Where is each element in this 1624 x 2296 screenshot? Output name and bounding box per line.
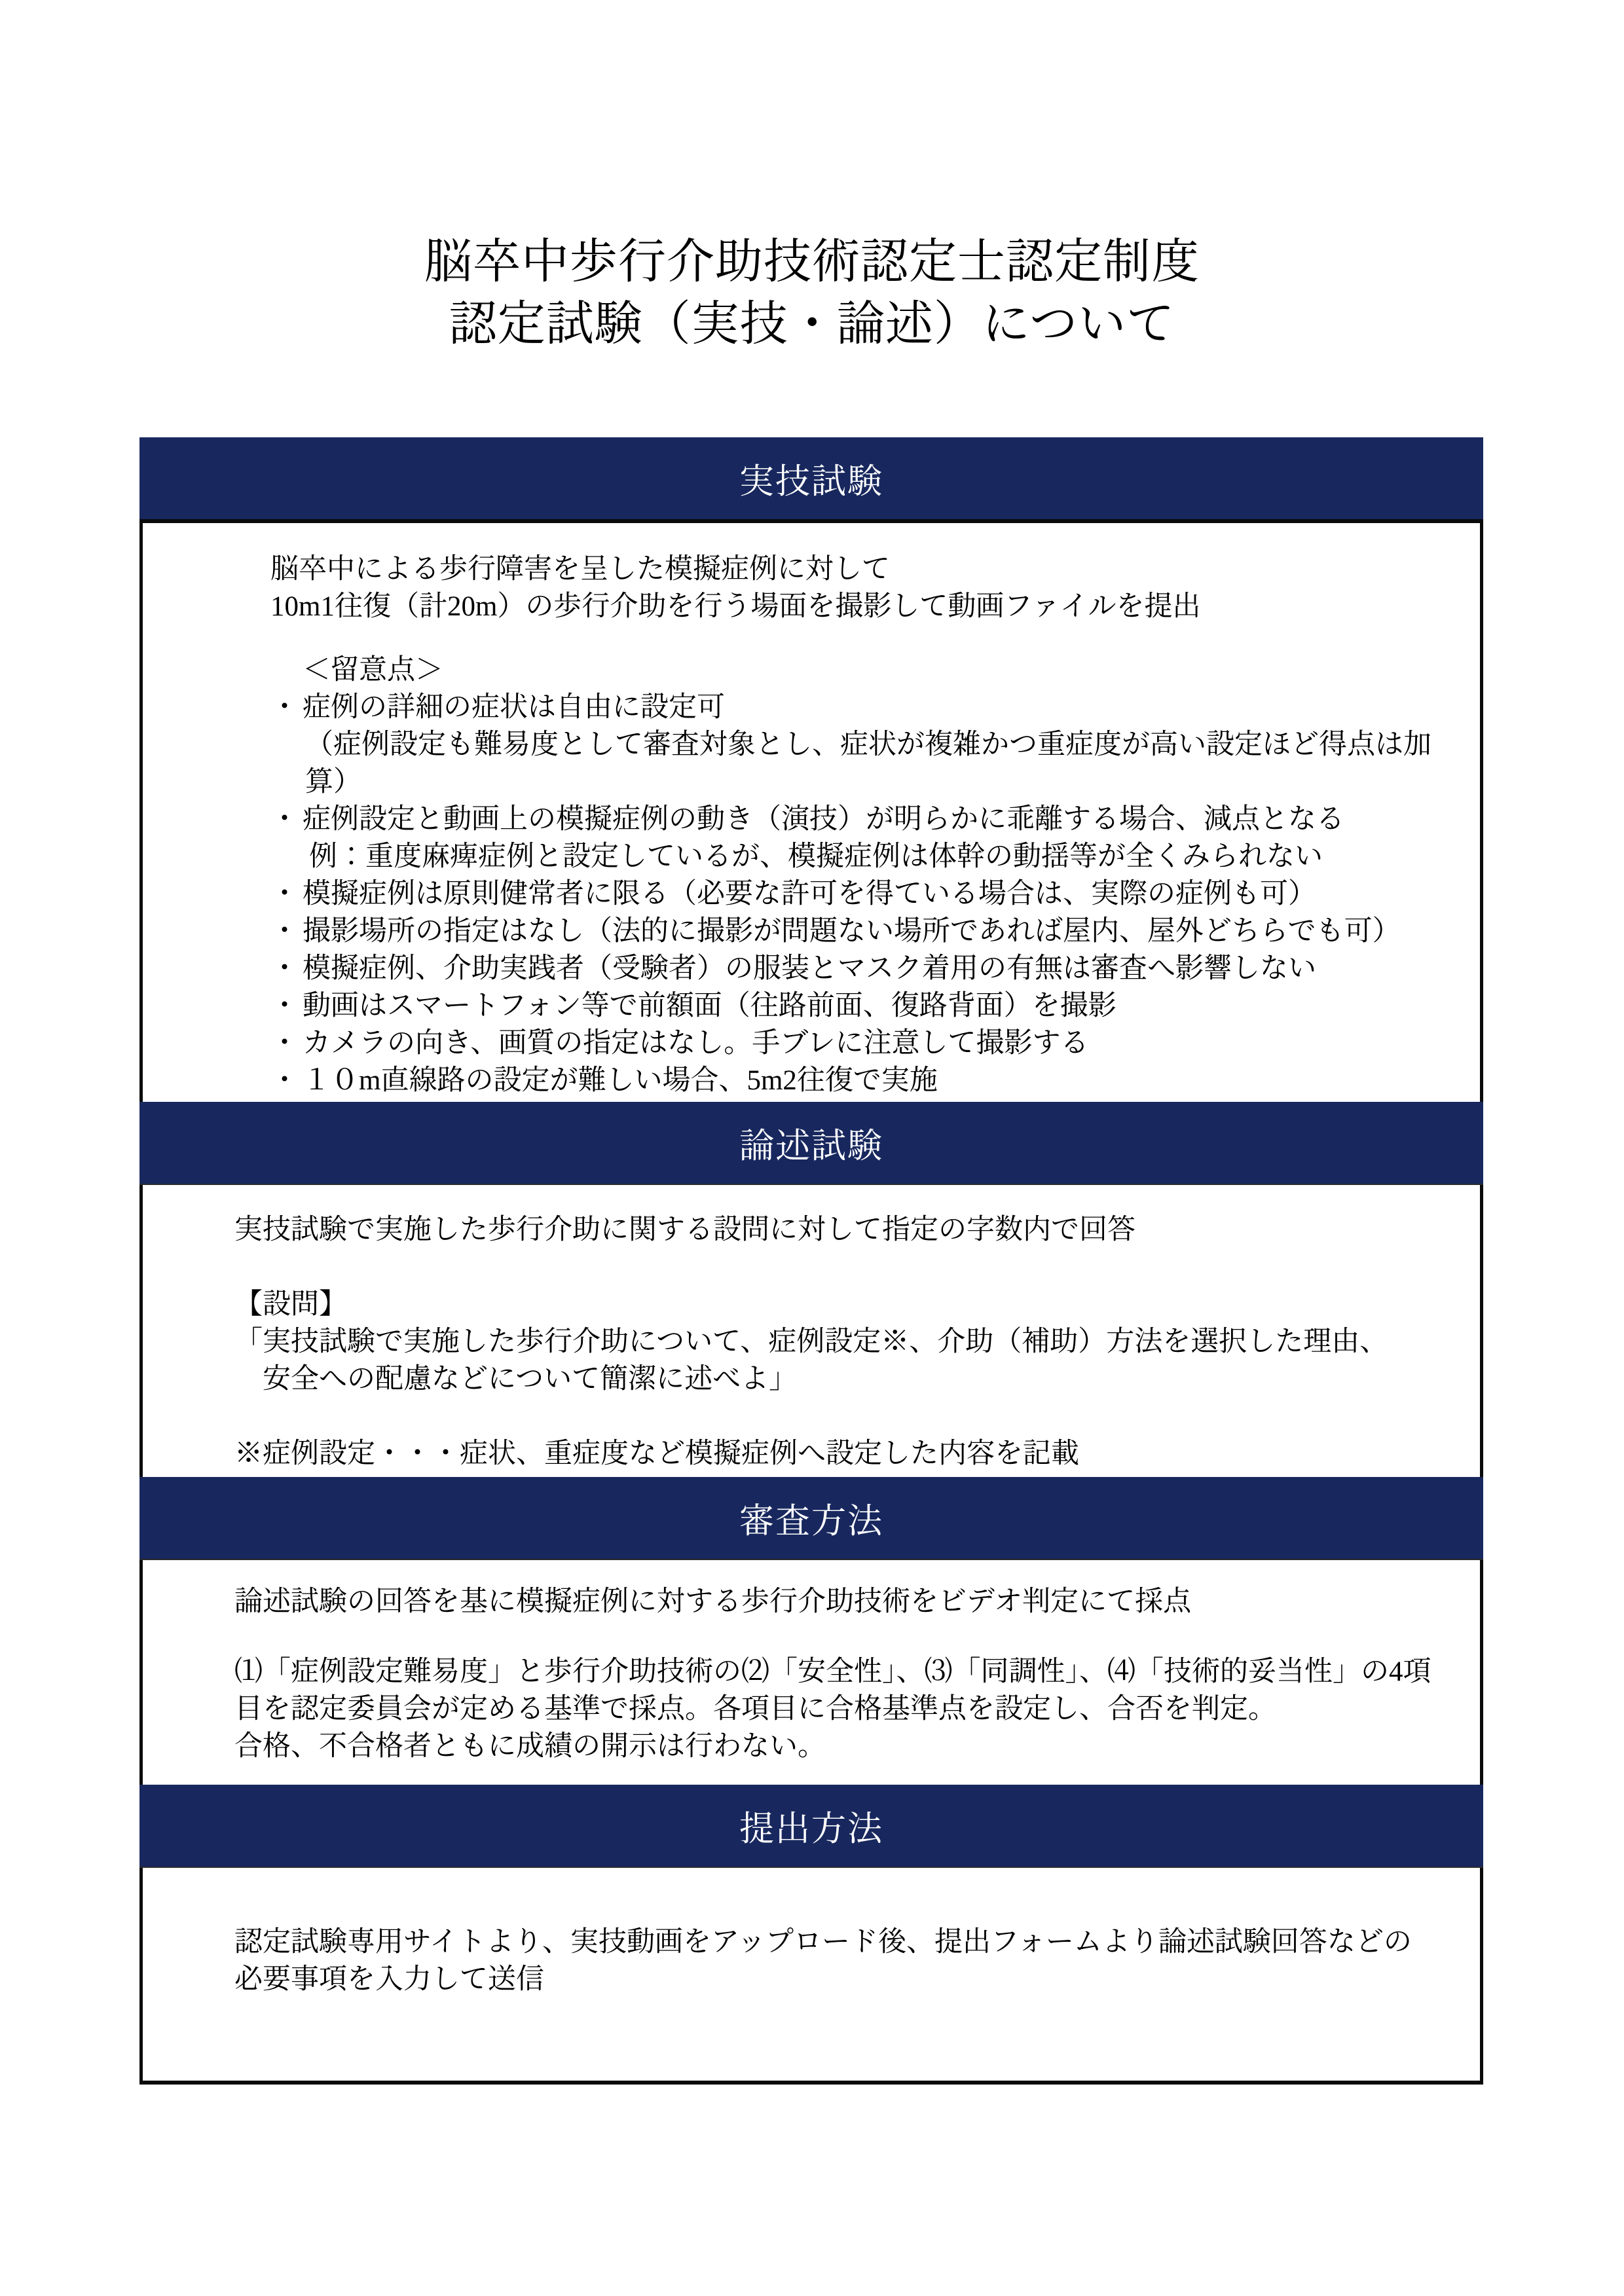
spacer: [234, 1398, 1447, 1435]
bullet-marker: ・: [270, 916, 299, 947]
body-line: 実技試験で実施した歩行介助に関する設問に対して指定の字数内で回答: [234, 1214, 1135, 1245]
bullet-item: [270, 950, 1447, 987]
title-line-2: 認定試験（実技・論述）について: [449, 297, 1175, 350]
section-essay-exam: [139, 1185, 1483, 1477]
bullet-text: 動画はスマートフォン等で前額面（往路前面、復路背面）を撮影: [303, 991, 1116, 1021]
bullet-sub-line: 例：重度麻痺症例と設定しているが、模擬症例は体幹の動揺等が全くみられない: [309, 841, 1323, 872]
section-header-practical-exam: [139, 437, 1483, 523]
section-header-label: 提出方法: [739, 1810, 883, 1848]
body-line: ⑴「症例設定難易度」と歩行介助技術の⑵「安全性」、⑶「同調性」、⑷「技術的妥当性」の4項: [234, 1656, 1431, 1687]
body-line: 必要事項を入力して送信: [234, 1964, 544, 1995]
bullet-sub-line: （症例設定も難易度として審査対象とし、症状が複雑かつ重症度が高い設定ほど得点は加算）: [305, 729, 1431, 797]
bullet-text: カメラの向き、画質の指定はなし。手ブレに注意して撮影する: [303, 1028, 1089, 1059]
bullet-item: [270, 1025, 1447, 1062]
bullet-text: １０m直線路の設定が難しい場合、5m2往復で実施: [303, 1065, 938, 1096]
body-line: 脳卒中による歩行障害を呈した模擬症例に対して: [270, 554, 890, 585]
bullet-text: 症例設定と動画上の模擬症例の動き（演技）が明らかに乖離する場合、減点となる: [303, 804, 1344, 835]
bullet-item: [270, 875, 1447, 913]
question-line: 「実技試験で実施した歩行介助について、症例設定※、介助（補助）方法を選択した理由、: [234, 1326, 1388, 1357]
bullet-text: 症例の詳細の症状は自由に設定可: [303, 692, 725, 723]
section-header-essay-exam: [139, 1102, 1483, 1185]
note-title: ＜留意点＞: [303, 655, 443, 685]
section-header-judging-method: [139, 1477, 1483, 1560]
bullet-item: [270, 987, 1447, 1025]
bullet-item: [270, 913, 1447, 950]
spacer: [234, 625, 1447, 651]
bullet-marker: ・: [270, 879, 299, 909]
section-header-label: 審査方法: [739, 1502, 883, 1540]
bullet-marker: ・: [270, 953, 299, 984]
question-label: 【設問】: [234, 1289, 347, 1320]
bullet-marker: ・: [270, 1028, 299, 1059]
bullet-item: [270, 689, 1447, 726]
section-header-submission-method: [139, 1785, 1483, 1868]
bullet-text: 模擬症例、介助実践者（受験者）の服装とマスク着用の有無は審査へ影響しない: [303, 953, 1316, 984]
bullet-item: [270, 1062, 1447, 1099]
spacer: [234, 1248, 1447, 1286]
section-judging-method: [139, 1560, 1483, 1785]
section-submission-method: [139, 1868, 1483, 2085]
bullet-marker: ・: [270, 692, 299, 723]
bullet-text: 模擬症例は原則健常者に限る（必要な許可を得ている場合は、実際の症例も可）: [303, 879, 1316, 909]
body-line: 目を認定委員会が定める基準で採点。各項目に合格基準点を設定し、合否を判定。: [234, 1694, 1276, 1724]
body-line: 論述試験の回答を基に模擬症例に対する歩行介助技術をビデオ判定にて採点: [234, 1586, 1192, 1617]
title-line-1: 脳卒中歩行介助技術認定士認定制度: [424, 235, 1200, 288]
footnote-line: ※症例設定・・・症状、重症度など模擬症例へ設定した内容を記載: [234, 1438, 1079, 1469]
spacer: [234, 1620, 1447, 1653]
section-practical-exam: [139, 523, 1483, 1102]
content-box: [139, 437, 1483, 2085]
bullet-marker: ・: [270, 991, 299, 1021]
body-line: 認定試験専用サイトより、実技動画をアップロード後、提出フォームより論述試験回答などの: [234, 1927, 1412, 1958]
bullet-marker: ・: [270, 1065, 299, 1096]
section-header-label: 実技試験: [739, 462, 883, 501]
bullet-text: 撮影場所の指定はなし（法的に撮影が問題ない場所であれば屋内、屋外どちらでも可）: [303, 916, 1401, 947]
question-line: 安全への配慮などについて簡潔に述べよ」: [234, 1364, 798, 1394]
bullet-marker: ・: [270, 804, 299, 835]
document-title: [0, 0, 1624, 355]
section-header-label: 論述試験: [739, 1127, 883, 1165]
body-line: 合格、不合格者ともに成績の開示は行わない。: [234, 1731, 826, 1762]
bullet-item: [270, 801, 1447, 838]
body-line: 10m1往復（計20m）の歩行介助を行う場面を撮影して動画ファイルを提出: [270, 591, 1201, 622]
